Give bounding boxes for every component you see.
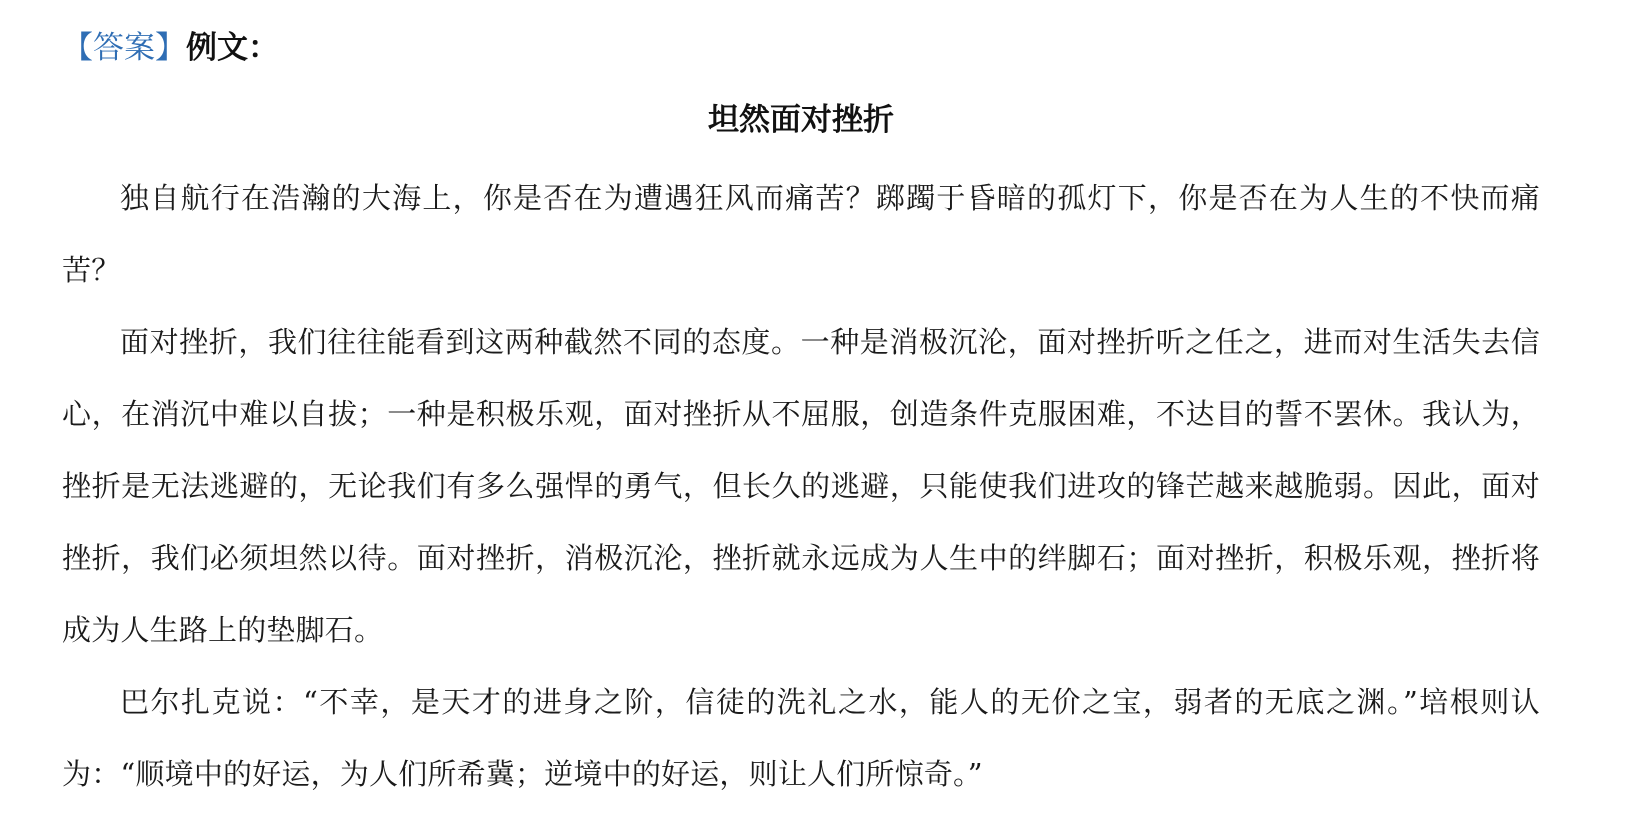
answer-label: 例文： [186, 30, 279, 66]
essay-title: 坦然面对挫折 [708, 102, 894, 138]
essay-paragraph-1: 独自航行在浩瀚的大海上，你是否在为遭遇狂风而痛苦？踯躅于昏暗的孤灯下，你是否在为人生的不快而痛苦？ [62, 181, 1540, 287]
essay-paragraph-3: 巴尔扎克说：“不幸，是天才的进身之阶，信徒的洗礼之水，能人的无价之宝，弱者的无底之渊。”培根则认为：“顺境中的好运，为人们所希冀；逆境中的好运，则让人们所惊奇。” [62, 685, 1540, 791]
answer-header [62, 22, 1540, 74]
document-page [62, 22, 1540, 810]
answer-tag: 【答案】 [62, 30, 186, 66]
essay-paragraph-2: 面对挫折，我们往往能看到这两种截然不同的态度。一种是消极沉沦，面对挫折听之任之，进而对生活失去信心，在消沉中难以自拔；一种是积极乐观，面对挫折从不屈服，创造条件克服困难，不达目的誓不罢休。我认为，挫折是无法逃避的，无论我们有多么强悍的勇气，但长久的逃避，只能使我们进攻的锋芒越来越脆弱。因此，面对挫折，我们必须坦然以待。面对挫折，消极沉沦，挫折就永远成为人生中的绊脚石；面对挫折，积极乐观，挫折将成为人生路上的垫脚石。 [62, 325, 1540, 647]
